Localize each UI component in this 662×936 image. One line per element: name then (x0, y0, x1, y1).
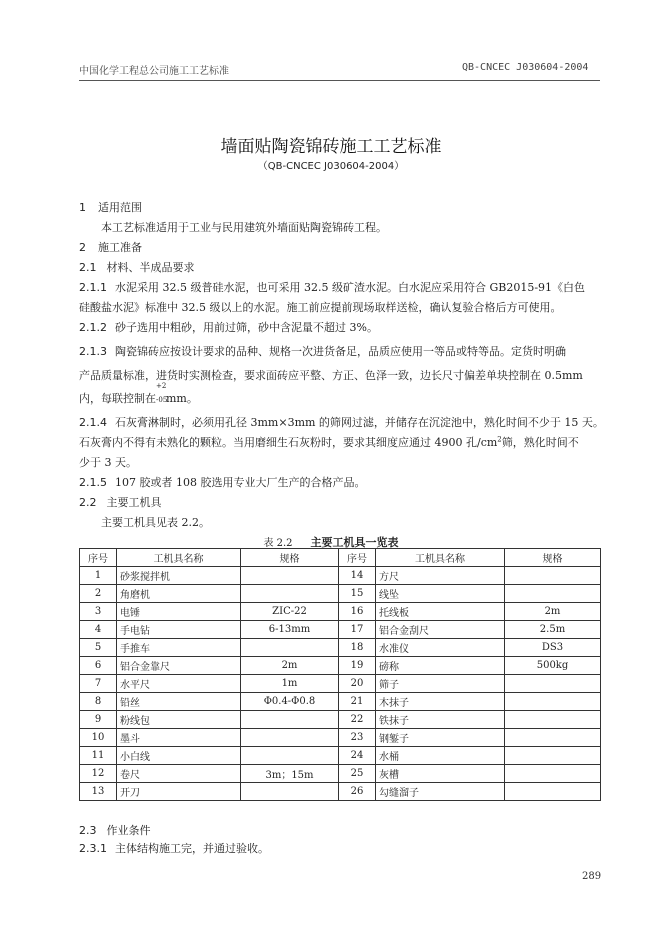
section-2-2-heading (79, 494, 162, 510)
clause-text: 内，每联控制在 (79, 392, 156, 405)
table-cell: 17 (339, 621, 376, 639)
table-row (80, 747, 601, 765)
table-cell: 24 (339, 747, 376, 765)
table-cell: 9 (80, 711, 117, 729)
clause-2-1-3-line-1 (79, 343, 566, 359)
table-cell: 6-13mm (241, 621, 339, 639)
table-row (80, 765, 601, 783)
table-cell: 3 (80, 603, 117, 621)
table-row (80, 585, 601, 603)
clause-text: 主体结构施工完，并通过验收。 (115, 842, 269, 855)
column-header: 规格 (505, 549, 601, 567)
table-row (80, 603, 601, 621)
superscript: 2 (497, 435, 502, 444)
clause-text: 水泥采用 32.5 级普硅水泥，也可采用 32.5 级矿渣水泥。白水泥应采用符合 GB2015-91《白色 (115, 281, 586, 294)
table-cell: 小白线 (117, 747, 241, 765)
tools-table (79, 548, 601, 801)
section-title: 材料、半成品要求 (106, 261, 195, 274)
table-cell: 2m (241, 657, 339, 675)
table-row (80, 711, 601, 729)
table-cell (241, 639, 339, 657)
table-cell: 3m；15m (241, 765, 339, 783)
table-cell: 22 (339, 711, 376, 729)
header-standard-code: QB-CNCEC J030604-2004 (462, 62, 589, 73)
section-2-2-text: 主要工机具见表 2.2。 (101, 516, 210, 529)
table-cell: 15 (339, 585, 376, 603)
table-cell (505, 675, 601, 693)
table-cell: 21 (339, 693, 376, 711)
table-cell: 磅称 (376, 657, 505, 675)
table-cell: 铝合金靠尺 (117, 657, 241, 675)
table-cell: 500kg (505, 657, 601, 675)
section-2-3-heading (79, 822, 151, 838)
section-number: 2.1 (79, 261, 97, 274)
table-cell (241, 783, 339, 801)
table-cell: 粉线包 (117, 711, 241, 729)
section-1-heading (79, 199, 142, 215)
table-cell: 灰槽 (376, 765, 505, 783)
column-header: 规格 (241, 549, 339, 567)
table-caption-number: 表 2.2 (263, 538, 293, 549)
table-cell: Φ0.4-Φ0.8 (241, 693, 339, 711)
clause-number: 2.1.5 (79, 476, 107, 489)
table-cell: 水准仪 (376, 639, 505, 657)
section-1-text: 本工艺标准适用于工业与民用建筑外墙面贴陶瓷锦砖工程。 (101, 221, 387, 234)
section-2-1-heading (79, 259, 195, 275)
table-cell: 铅丝 (117, 693, 241, 711)
table-cell: 5 (80, 639, 117, 657)
table-cell: 手推车 (117, 639, 241, 657)
table-cell: 8 (80, 693, 117, 711)
header-org-title: 中国化学工程总公司施工工艺标准 (79, 66, 229, 77)
clause-number: 2.1.1 (79, 281, 107, 294)
table-cell: 筛子 (376, 675, 505, 693)
clause-text: 石灰膏淋制时，必须用孔径 3mm×3mm 的筛网过滤，并储存在沉淀池中，熟化时间不少于 15 天。 (115, 416, 604, 429)
table-cell: 10 (80, 729, 117, 747)
clause-2-1-1-line-2: 硅酸盐水泥》标准中 32.5 级以上的水泥。施工前应提前现场取样送检，确认复验合格后方可使用。 (79, 301, 562, 314)
table-cell: 26 (339, 783, 376, 801)
clause-number: 2.1.4 (79, 416, 107, 429)
column-header: 序号 (80, 549, 117, 567)
section-number: 2.3 (79, 824, 97, 837)
document-code: （QB-CNCEC J030604-2004） (257, 161, 405, 172)
table-cell: 方尺 (376, 567, 505, 585)
table-cell (505, 711, 601, 729)
table-caption-title: 主要工机具一览表 (310, 536, 399, 549)
clause-2-1-4-line-1 (79, 414, 604, 430)
clause-text: 砂子选用中粗砂，用前过筛，砂中含泥量不超过 3%。 (115, 321, 378, 334)
table-cell (505, 747, 601, 765)
table-cell: 木抹子 (376, 693, 505, 711)
clause-number: 2.1.2 (79, 321, 107, 334)
section-title: 主要工机具 (106, 496, 162, 509)
table-cell: 角磨机 (117, 585, 241, 603)
section-title: 施工准备 (98, 241, 142, 254)
clause-2-1-3-line-2: 产品质量标准，进货时实测检查，要求面砖应平整、方正、色泽一致，边长尺寸偏差单块控制在 0.5mm (79, 369, 583, 382)
table-cell (505, 729, 601, 747)
table-row (80, 621, 601, 639)
table-cell: 19 (339, 657, 376, 675)
table-cell: 7 (80, 675, 117, 693)
table-cell (505, 693, 601, 711)
table-header-row (80, 549, 601, 567)
table-row (80, 567, 601, 585)
clause-2-1-4-line-2 (79, 434, 579, 450)
table-cell (241, 567, 339, 585)
table-cell (241, 729, 339, 747)
tolerance-upper: +2 (156, 382, 167, 390)
table-cell: ZIC-22 (241, 603, 339, 621)
table-cell: 铝合金刮尺 (376, 621, 505, 639)
clause-number: 2.3.1 (79, 842, 107, 855)
table-cell: 水平尺 (117, 675, 241, 693)
clause-2-1-3-line-3 (79, 382, 198, 406)
clause-text: 107 胶或者 108 胶选用专业大厂生产的合格产品。 (115, 476, 366, 489)
table-cell: 2m (505, 603, 601, 621)
column-header: 序号 (339, 549, 376, 567)
table-cell: 25 (339, 765, 376, 783)
table-body (80, 567, 601, 801)
section-number: 2 (79, 241, 86, 254)
clause-text: 筛，熟化时间不 (501, 436, 579, 449)
clause-2-1-4-line-3: 少于 3 天。 (79, 456, 137, 469)
table-row (80, 639, 601, 657)
table-cell: 线坠 (376, 585, 505, 603)
clause-text: 石灰膏内不得有未熟化的颗粒。当用磨细生石灰粉时，要求其细度应通过 4900 孔/cm (79, 436, 498, 449)
table-cell: 开刀 (117, 783, 241, 801)
table-row (80, 657, 601, 675)
header-divider (79, 80, 600, 81)
tolerance-value (156, 382, 168, 404)
table-cell: 6 (80, 657, 117, 675)
table-row (80, 675, 601, 693)
column-header: 工机具名称 (117, 549, 241, 567)
table-cell: 18 (339, 639, 376, 657)
table-cell: 砂浆搅拌机 (117, 567, 241, 585)
clause-text: mm。 (166, 392, 198, 405)
table-cell: 12 (80, 765, 117, 783)
document-title: 墙面贴陶瓷锦砖施工工艺标准 (220, 137, 442, 157)
table-cell: 4 (80, 621, 117, 639)
section-number: 2.2 (79, 496, 97, 509)
page-number: 289 (582, 871, 602, 882)
table-cell (241, 585, 339, 603)
table-cell (505, 783, 601, 801)
table-cell: 2.5m (505, 621, 601, 639)
table-cell: 卷尺 (117, 765, 241, 783)
table-cell: 托线板 (376, 603, 505, 621)
section-2-heading (79, 239, 142, 255)
table-cell: 手电钻 (117, 621, 241, 639)
section-title: 作业条件 (106, 824, 151, 837)
table-cell: 钢錾子 (376, 729, 505, 747)
table-cell: 墨斗 (117, 729, 241, 747)
table-cell: 电锤 (117, 603, 241, 621)
clause-2-3-1 (79, 840, 269, 856)
table-cell: 14 (339, 567, 376, 585)
column-header: 工机具名称 (376, 549, 505, 567)
table-cell (505, 585, 601, 603)
table-row (80, 729, 601, 747)
table-cell (241, 747, 339, 765)
table-cell (241, 711, 339, 729)
table-cell: 16 (339, 603, 376, 621)
clause-2-1-5 (79, 474, 365, 490)
clause-text: 陶瓷锦砖应按设计要求的品种、规格一次进货备足，品质应使用一等品或特等品。定货时明确 (115, 345, 566, 358)
table-cell (505, 567, 601, 585)
table-cell: 20 (339, 675, 376, 693)
table-cell: 13 (80, 783, 117, 801)
table-cell: 勾缝溜子 (376, 783, 505, 801)
table-cell: 1 (80, 567, 117, 585)
table-cell: 11 (80, 747, 117, 765)
clause-2-1-1-line-1 (79, 279, 585, 295)
tolerance-lower: -05 (156, 396, 168, 404)
table-cell: 铁抹子 (376, 711, 505, 729)
table-cell: 2 (80, 585, 117, 603)
section-title: 适用范围 (98, 201, 142, 214)
table-row (80, 783, 601, 801)
table-cell: DS3 (505, 639, 601, 657)
table-cell: 水桶 (376, 747, 505, 765)
section-number: 1 (79, 201, 86, 214)
table-row (80, 693, 601, 711)
table-cell: 1m (241, 675, 339, 693)
table-cell (505, 765, 601, 783)
clause-2-1-2 (79, 319, 378, 335)
clause-number: 2.1.3 (79, 345, 107, 358)
table-cell: 23 (339, 729, 376, 747)
